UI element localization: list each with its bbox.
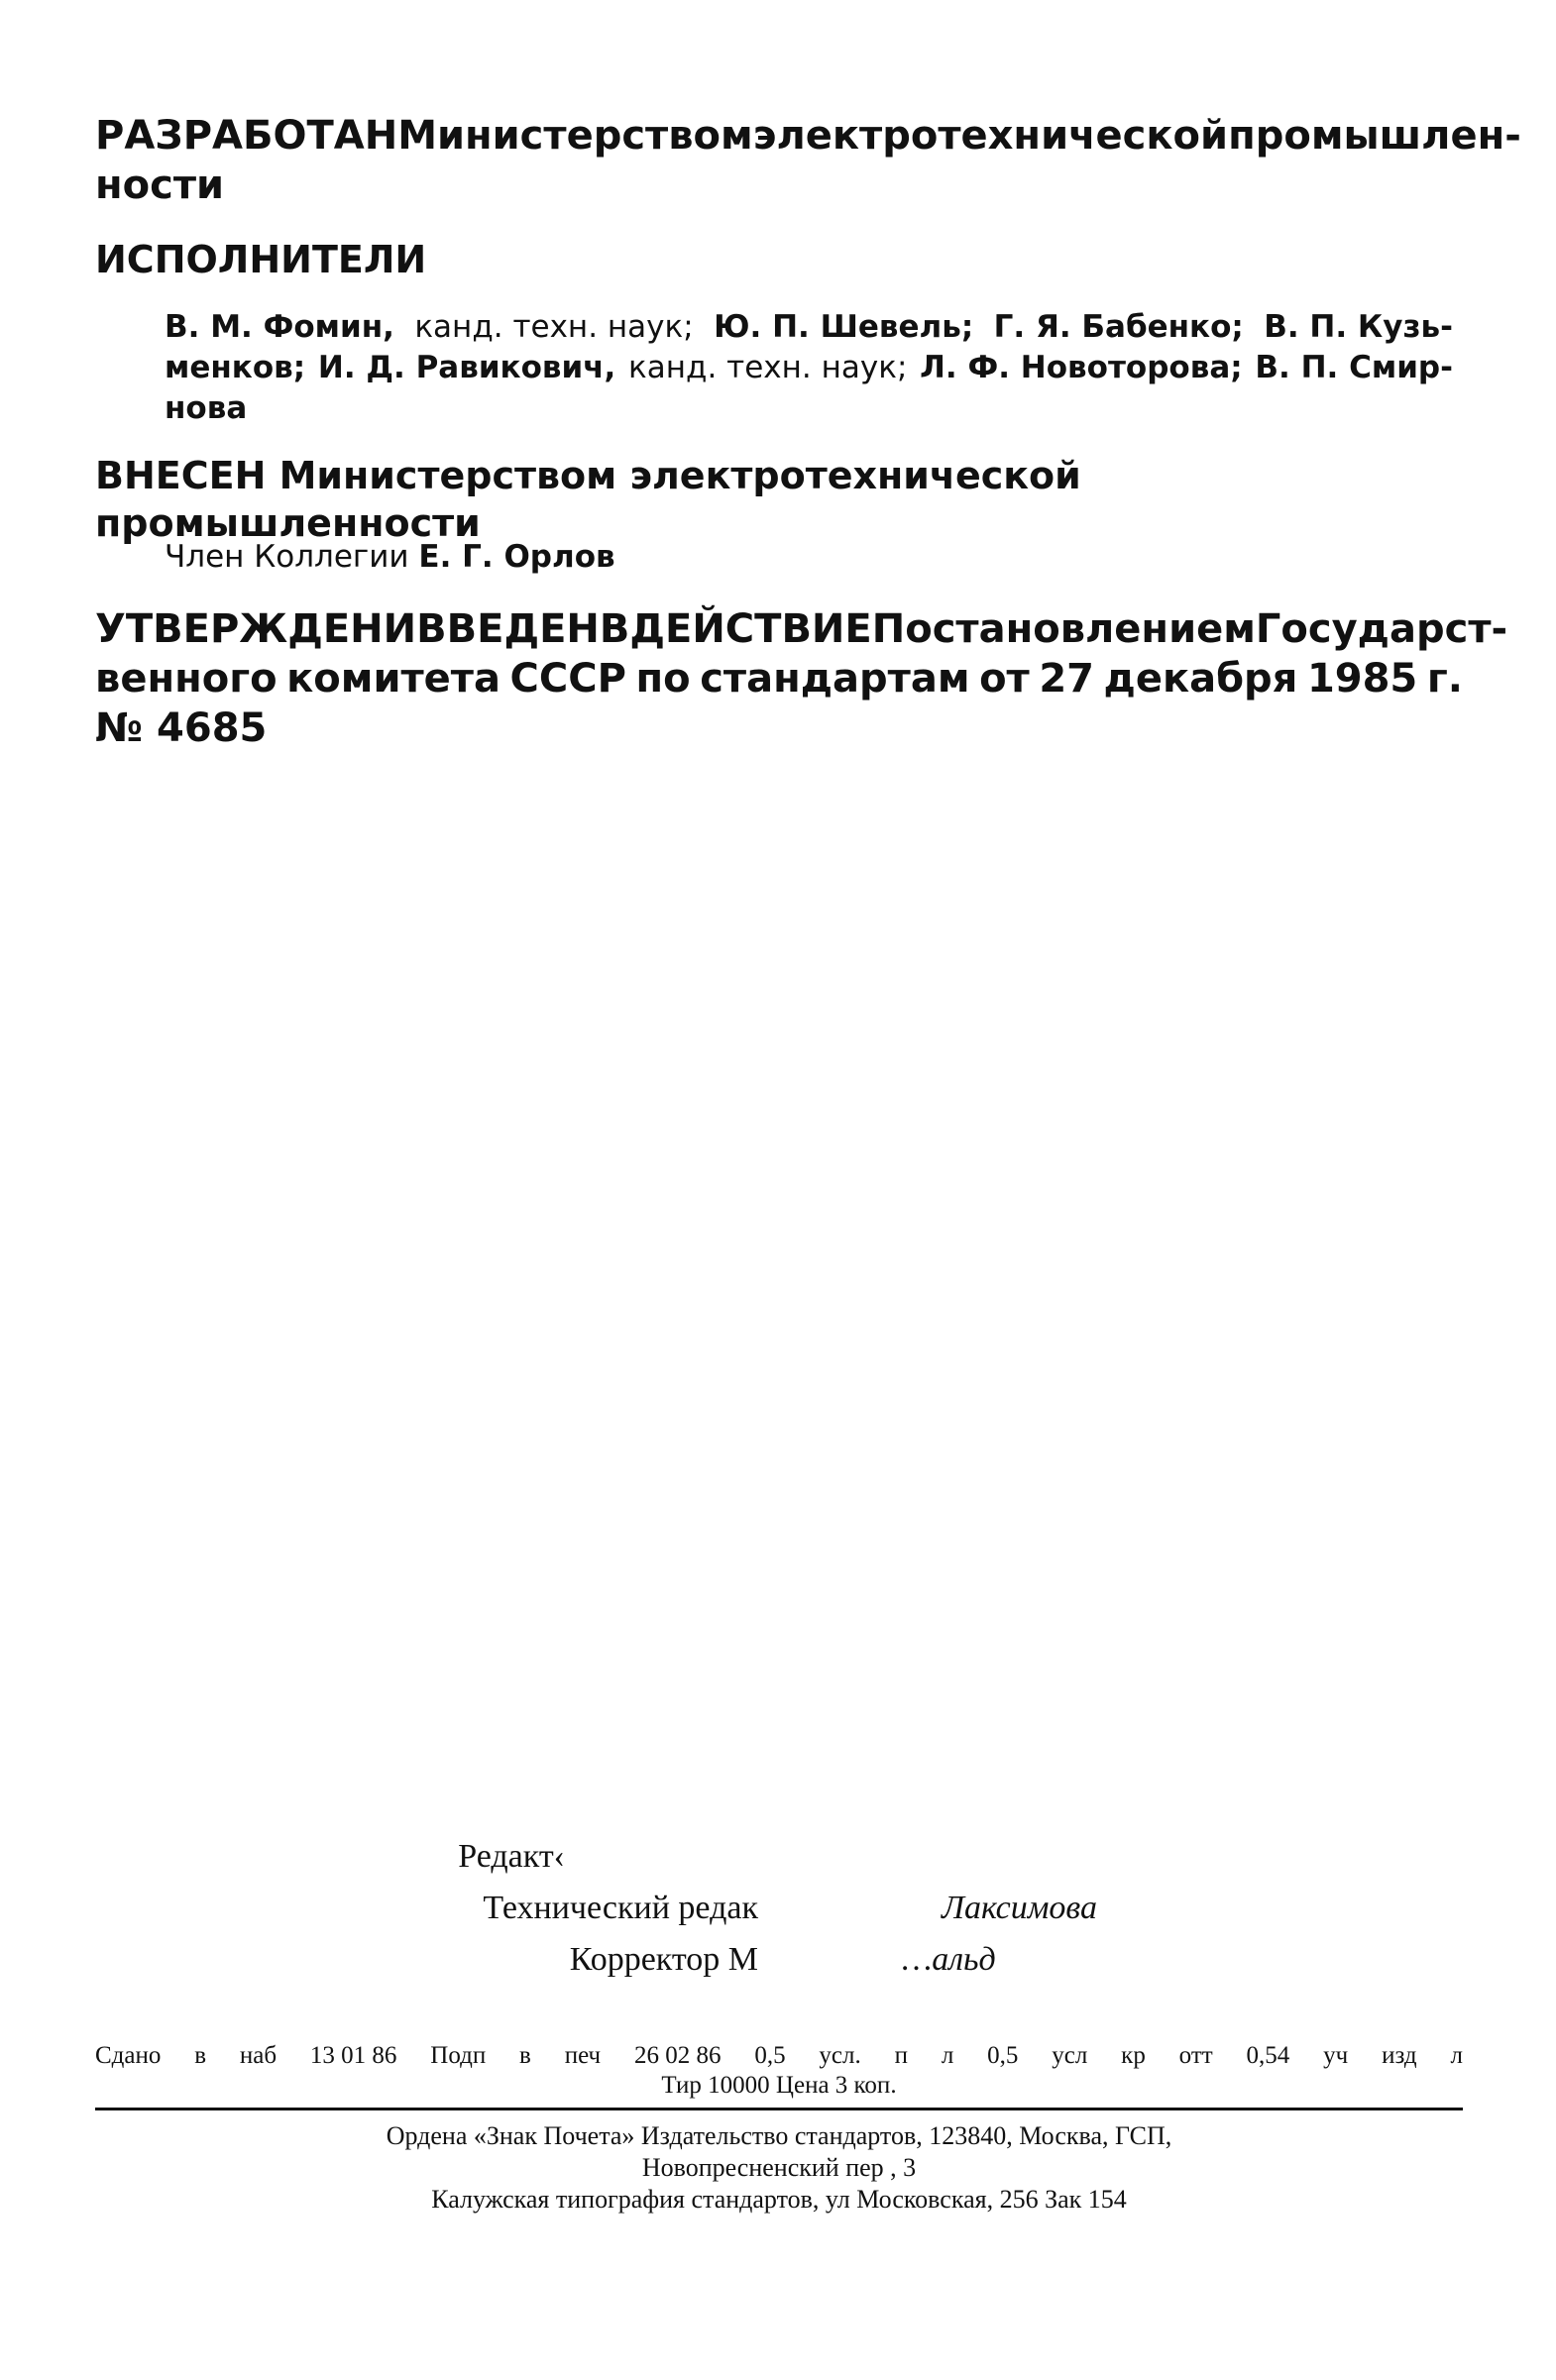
- approved-word: декабря: [1103, 656, 1298, 702]
- developed-by-ministry-word-2: электротехнической: [752, 113, 1229, 159]
- executor-degree: канд. техн. наук;: [414, 309, 694, 345]
- executor-name: В. П. Смир-: [1255, 350, 1453, 385]
- approved-word: СССР: [509, 656, 626, 702]
- approved-word: по: [635, 656, 691, 702]
- introduced-by-line: ВНЕСЕН Министерством электротехнической промышленности: [95, 454, 1081, 545]
- approved-word: ВВЕДЕН: [416, 606, 600, 652]
- developed-by-ministry-word-3: промышлен-: [1228, 113, 1521, 159]
- executors-heading: ИСПОЛНИТЕЛИ: [95, 238, 427, 281]
- proofreader-name: …альд: [902, 1941, 996, 1978]
- print-info-token: 0,5: [754, 2042, 786, 2069]
- executor-name: менков;: [165, 350, 306, 385]
- print-info-token: 26 02 86: [633, 2042, 722, 2069]
- approved-word: комитета: [286, 656, 500, 702]
- approved-word: 27: [1039, 656, 1094, 702]
- print-info-token: печ: [564, 2042, 602, 2069]
- print-info-line-1: [95, 2041, 1463, 2071]
- approved-line-3: [95, 703, 1463, 753]
- executor-name: Л. Ф. Новоторова;: [920, 350, 1243, 385]
- divider: [95, 2108, 1463, 2110]
- executors-line-1: [165, 307, 1453, 348]
- print-info-token: 0,5: [987, 2042, 1019, 2069]
- approved-word: венного: [95, 656, 278, 702]
- approved-word: стандартам: [700, 656, 970, 702]
- approved-word: Государст-: [1255, 606, 1508, 652]
- executor-name: И. Д. Равикович,: [317, 350, 616, 385]
- publisher-line-3: Калужская типография стандартов, ул Московская, 256 Зак 154: [431, 2185, 1127, 2214]
- approved-line-1: [95, 604, 1508, 654]
- decree-number: № 4685: [95, 705, 268, 751]
- developed-by-ministry-word-1: Министерством: [397, 113, 753, 159]
- developed-by-line-1: [95, 111, 1521, 161]
- executors-line-2: [165, 348, 1453, 388]
- approved-word: ДЕЙСТВИЕ: [629, 606, 872, 652]
- executor-name: нова: [165, 390, 248, 426]
- approved-section: [95, 604, 1508, 753]
- executor-name: Г. Я. Бабенко;: [993, 309, 1244, 345]
- publisher-line-2: Новопресненский пер , 3: [641, 2153, 917, 2182]
- tech-editor-name: Лаксимова: [942, 1890, 1097, 1926]
- print-info-token: Подп: [430, 2042, 487, 2069]
- tech-editor-role: Технический редак: [483, 1890, 758, 1926]
- executor-name: В. М. Фомин,: [165, 309, 394, 345]
- approved-word: Постановлением: [871, 606, 1256, 652]
- print-info-token: в: [519, 2042, 531, 2069]
- developed-by-label: РАЗРАБОТАН: [95, 113, 398, 159]
- print-info-token: Сдано: [95, 2042, 162, 2069]
- developed-by-line-2: [95, 161, 1463, 210]
- print-info-token: кр: [1121, 2042, 1146, 2069]
- print-info-token: в: [194, 2042, 207, 2069]
- developed-by-ministry-word-4: ности: [95, 162, 225, 208]
- executor-name: В. П. Кузь-: [1264, 309, 1453, 345]
- developed-by-section: [95, 111, 1521, 210]
- executor-degree: канд. техн. наук;: [628, 350, 908, 385]
- approved-line-2: [95, 654, 1463, 703]
- print-info-token: л: [1450, 2042, 1463, 2069]
- print-info-token: 0,54: [1246, 2042, 1290, 2069]
- board-member-role: Член Коллегии: [165, 539, 409, 575]
- board-member-line: [165, 537, 1453, 578]
- board-member-name: Е. Г. Орлов: [418, 539, 615, 575]
- approved-word: г.: [1426, 656, 1463, 702]
- print-info: [95, 2041, 1463, 2101]
- print-info-token: усл: [1052, 2042, 1088, 2069]
- approved-word: 1985: [1306, 656, 1418, 702]
- print-info-token: п: [894, 2042, 908, 2069]
- print-info-token: изд: [1382, 2042, 1417, 2069]
- publisher-line-1: Ордена «Знак Почета» Издательство стандартов, 123840, Москва, ГСП,: [386, 2121, 1172, 2150]
- proofreader-role: Корректор М: [569, 1941, 758, 1978]
- approved-word: УТВЕРЖДЕН: [95, 606, 384, 652]
- print-info-token: л: [941, 2042, 954, 2069]
- print-info-token: 13 01 86: [309, 2042, 397, 2069]
- print-info-token: уч: [1323, 2042, 1349, 2069]
- print-info-token: усл.: [819, 2042, 861, 2069]
- editor-role: Редакт‹: [458, 1838, 565, 1875]
- executors-line-3: [165, 388, 1453, 429]
- publisher-info: [95, 2120, 1463, 2216]
- print-run-line: Тир 10000 Цена 3 коп.: [661, 2072, 897, 2099]
- print-info-token: наб: [239, 2042, 278, 2069]
- print-info-token: отт: [1178, 2042, 1213, 2069]
- executors-list: [165, 307, 1453, 429]
- approved-word: от: [979, 656, 1030, 702]
- executor-name: Ю. П. Шевель;: [714, 309, 974, 345]
- approved-word: И: [383, 606, 417, 652]
- approved-word: В: [599, 606, 630, 652]
